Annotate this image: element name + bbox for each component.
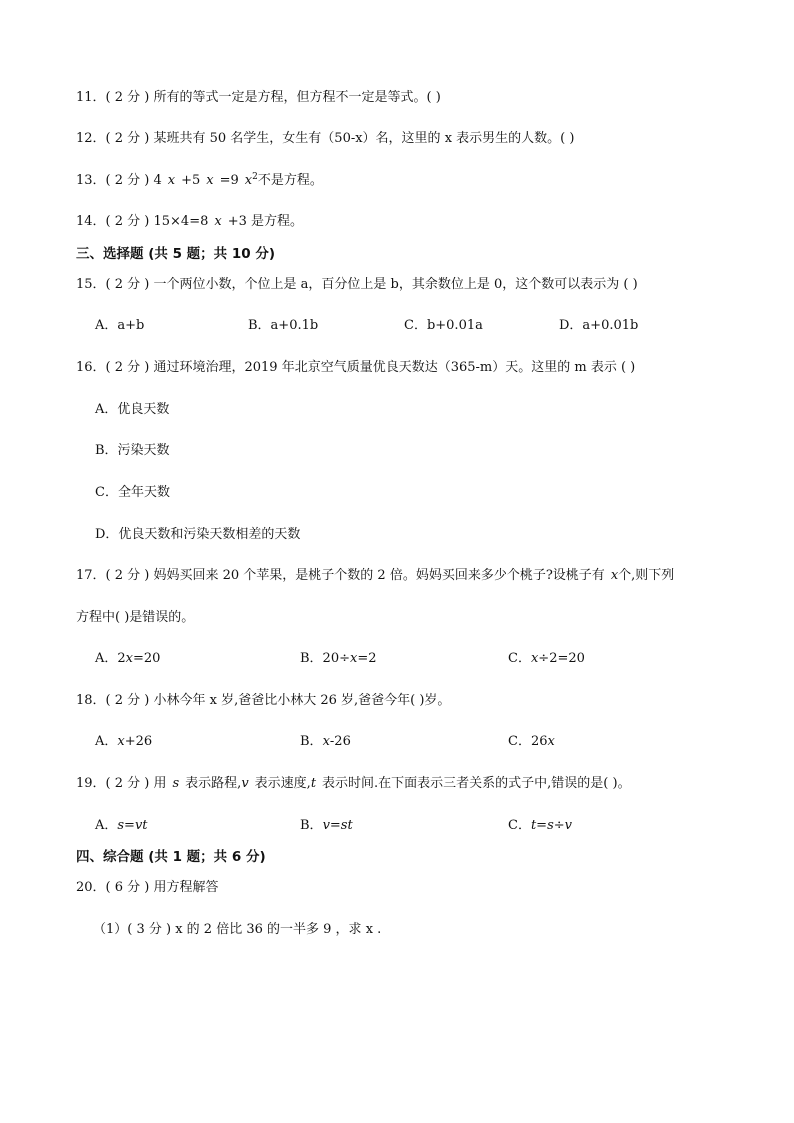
q14-var: x bbox=[214, 214, 222, 229]
question-17-line-2: 方程中( )是错误的。 bbox=[76, 610, 195, 625]
q15-option-b: B．a+0.1b bbox=[248, 318, 319, 333]
q13-var-3: x bbox=[244, 173, 253, 188]
q13-mid-1: +5 bbox=[181, 173, 201, 188]
q16-option-b: B．污染天数 bbox=[95, 443, 170, 458]
q14-suffix: +3 是方程。 bbox=[227, 214, 303, 229]
q18-option-c: C．26x bbox=[508, 734, 555, 749]
q14-prefix: 14．( 2 分 ) 15×4=8 bbox=[76, 214, 209, 229]
question-13 bbox=[76, 172, 323, 190]
question-16: 16．( 2 分 ) 通过环境治理，2019 年北京空气质量优良天数达（365-m）天。这里的 m 表示 ( ) bbox=[76, 360, 636, 375]
q17-option-b: B．20÷x=2 bbox=[300, 651, 377, 666]
q19-option-c: C．t=s÷v bbox=[508, 818, 572, 833]
q13-exponent: 2 bbox=[252, 172, 258, 182]
question-19: 19．( 2 分 ) 用 s 表示路程,v 表示速度,t 表示时间.在下面表示三者关系的式子中,错误的是( )。 bbox=[76, 776, 631, 791]
q17-option-a: A．2x=20 bbox=[95, 651, 161, 666]
question-14 bbox=[76, 213, 303, 231]
q17-option-c: C．x÷2=20 bbox=[508, 651, 585, 666]
question-18: 18．( 2 分 ) 小林今年 x 岁,爸爸比小林大 26 岁,爸爸今年( )岁。 bbox=[76, 693, 451, 708]
q17-stem-b: 个,则下列 bbox=[618, 568, 675, 583]
question-12: 12．( 2 分 ) 某班共有 50 名学生，女生有（50-x）名，这里的 x 表示男生的人数。( ) bbox=[76, 131, 575, 146]
q13-mid-2: =9 bbox=[219, 173, 239, 188]
question-15: 15．( 2 分 ) 一个两位小数，个位上是 a，百分位上是 b，其余数位上是 0，这个数可以表示为 ( ) bbox=[76, 277, 638, 292]
q18-option-a: A．x+26 bbox=[95, 734, 153, 749]
q13-var-2: x bbox=[206, 173, 214, 188]
q18-option-b: B．x-26 bbox=[300, 734, 351, 749]
q19-var-s: s bbox=[172, 776, 180, 791]
question-11: 11．( 2 分 ) 所有的等式一定是方程，但方程不一定是等式。( ) bbox=[76, 90, 441, 105]
question-17 bbox=[76, 567, 674, 585]
q19-option-a: A．s=vt bbox=[95, 818, 148, 833]
q16-option-d: D．优良天数和污染天数相差的天数 bbox=[95, 527, 301, 542]
q17-var: x bbox=[610, 568, 619, 583]
q16-option-c: C．全年天数 bbox=[95, 485, 170, 500]
q19-option-b: B．v=st bbox=[300, 818, 353, 833]
q15-option-c: C．b+0.01a bbox=[404, 318, 483, 333]
question-20: 20．( 6 分 ) 用方程解答 bbox=[76, 880, 219, 895]
q17-stem-a: 17．( 2 分 ) 妈妈买回来 20 个苹果，是桃子个数的 2 倍。妈妈买回来多少个桃子?设桃子有 bbox=[76, 568, 605, 583]
q15-option-d: D．a+0.01b bbox=[559, 318, 639, 333]
section-4-heading: 四、综合题 (共 1 题；共 6 分) bbox=[76, 849, 266, 865]
q13-prefix: 13．( 2 分 ) 4 bbox=[76, 173, 162, 188]
question-20-part-1: （1）( 3 分 ) x 的 2 倍比 36 的一半多 9 ，求 x . bbox=[93, 922, 382, 937]
q16-option-a: A．优良天数 bbox=[95, 402, 170, 417]
q19-var-t: t bbox=[310, 776, 317, 791]
q13-suffix: 不是方程。 bbox=[257, 173, 323, 188]
q15-option-a: A．a+b bbox=[95, 318, 145, 333]
section-3-heading: 三、选择题 (共 5 题；共 10 分) bbox=[76, 246, 276, 262]
q19-var-v: v bbox=[241, 776, 249, 791]
q13-var-1: x bbox=[167, 173, 176, 188]
